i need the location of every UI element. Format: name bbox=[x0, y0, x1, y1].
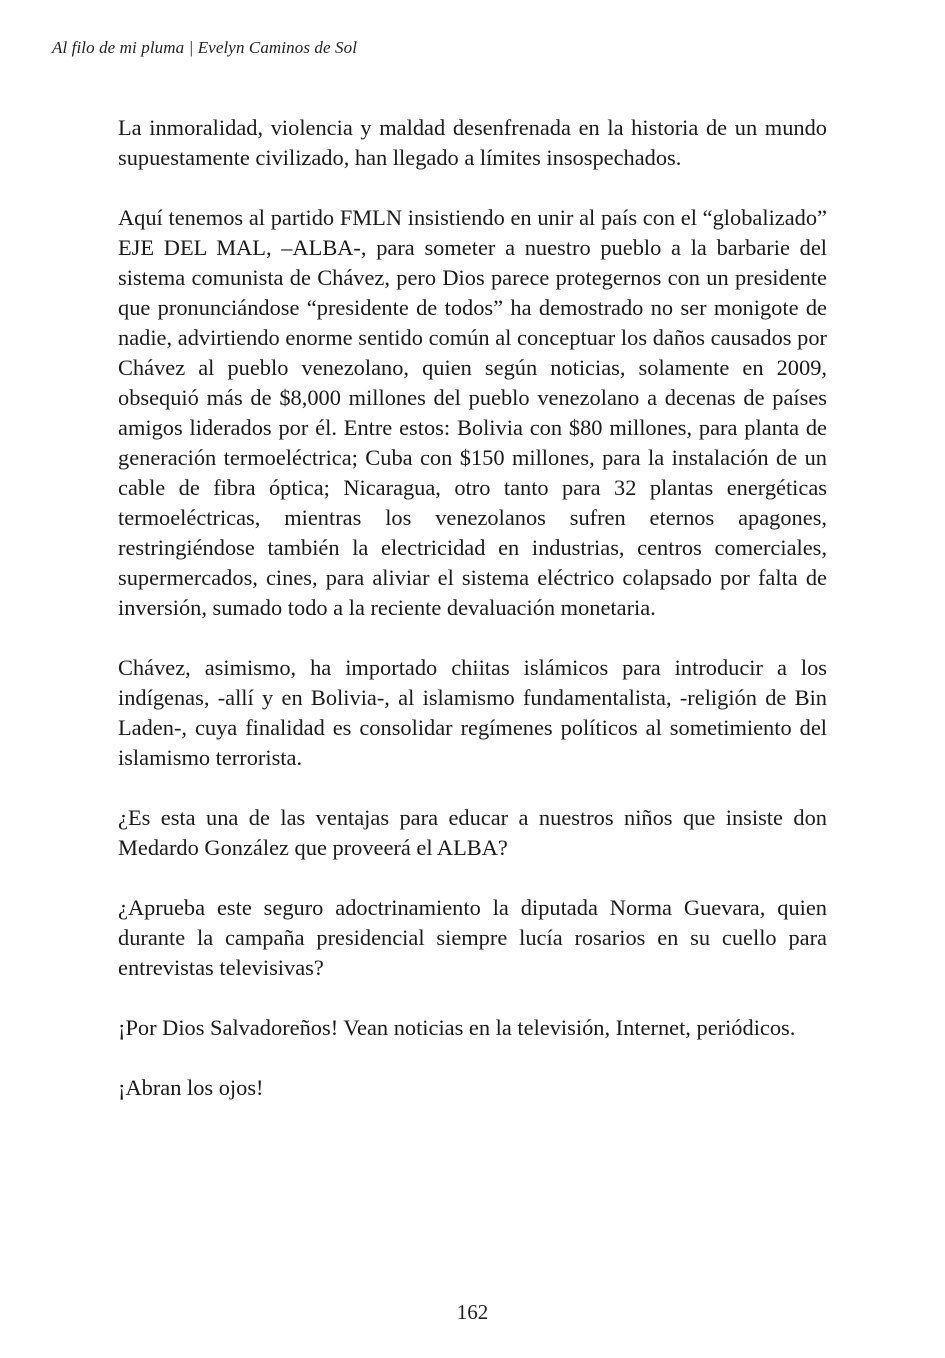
paragraph-5: ¿Aprueba este seguro adoctrinamiento la diputada Norma Guevara, quien durante la campaña presidencial siempre lucía rosarios en su cuello para entrevistas televisivas? bbox=[118, 895, 827, 980]
paragraph-2: Aquí tenemos al partido FMLN insistiendo en unir al país con el “globalizado” EJE DEL MAL, –ALBA-, para someter a nuestro pueblo a la barbarie del sistema comunista de Chávez, pero Dios parece protegernos con un presidente que pronunciándose “presidente de todos” ha demostrado no ser monigote de nadie, advirtiendo enorme sentido común al conceptuar los daños causados por Chávez al pueblo venezolano, quien según noticias, solamente en 2009, obsequió más de $8,000 millones del pueblo venezolano a decenas de países amigos liderados por él. Entre estos: Bolivia con $80 millones, para planta de generación termoeléctrica; Cuba con $150 millones, para la instalación de un cable de fibra óptica; Nicaragua, otro tanto para 32 plantas energéticas termoeléctricas, mientras los venezolanos sufren eternos apagones, restringiéndose también la electricidad en industrias, centros comerciales, supermercados, cines, para aliviar el sistema eléctrico colapsado por falta de inversión, sumado todo a la reciente devaluación monetaria. bbox=[118, 205, 827, 620]
paragraph-4: ¿Es esta una de las ventajas para educar a nuestros niños que insiste don Medardo González que proveerá el ALBA? bbox=[118, 805, 827, 860]
paragraph-6: ¡Por Dios Salvadoreños! Vean noticias en la televisión, Internet, periódicos. bbox=[118, 1015, 796, 1040]
paragraph-3: Chávez, asimismo, ha importado chiitas islámicos para introducir a los indígenas, -allí y en Bolivia-, al islamismo fundamentalista, -religión de Bin Laden-, cuya finalidad es consolidar regímenes políticos al sometimiento del islamismo terrorista. bbox=[118, 655, 827, 770]
body-text bbox=[118, 113, 827, 1133]
paragraph-7: ¡Abran los ojos! bbox=[118, 1075, 264, 1100]
paragraph-1: La inmoralidad, violencia y maldad desenfrenada en la historia de un mundo supuestamente civilizado, han llegado a límites insospechados. bbox=[118, 115, 827, 170]
page-number: 162 bbox=[456, 1300, 489, 1324]
running-header: Al filo de mi pluma | Evelyn Caminos de Sol bbox=[52, 38, 358, 57]
